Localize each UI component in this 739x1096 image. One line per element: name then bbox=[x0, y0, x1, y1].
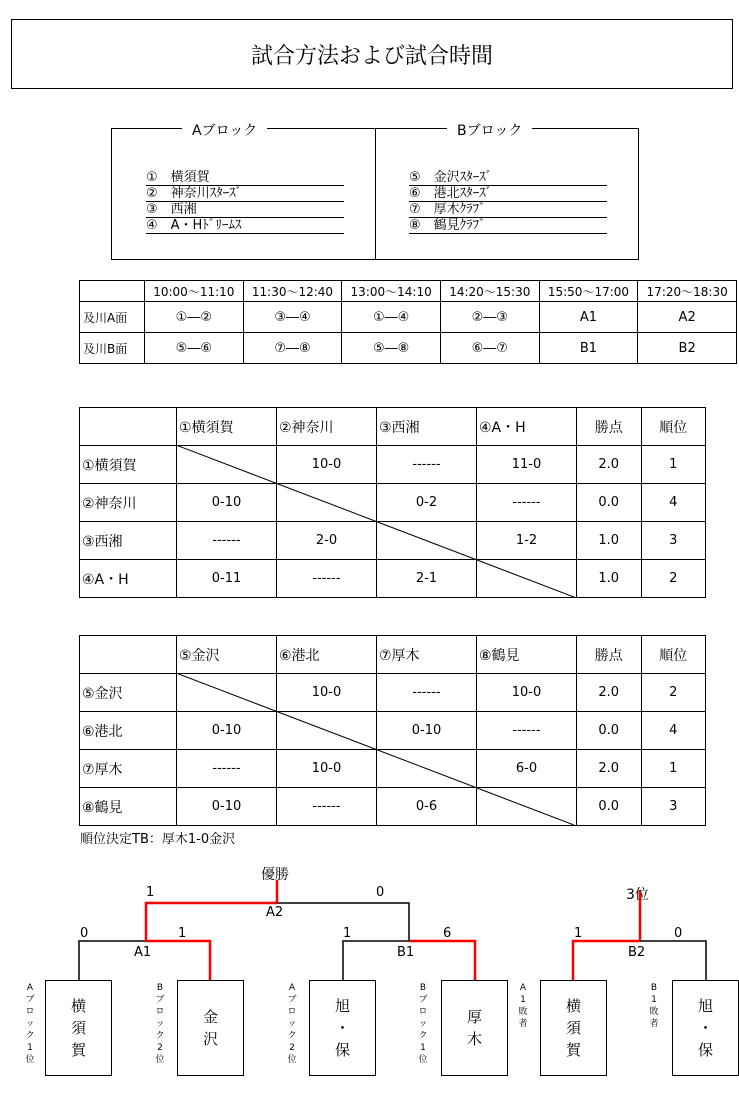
seed-label: A ブ ロ ッ ク 1 位 bbox=[25, 983, 35, 1065]
block-a-team: ④ A・Hﾄﾞﾘｰﾑｽ bbox=[146, 218, 344, 234]
game-label-a2: A2 bbox=[266, 905, 284, 920]
rank-cell: 2 bbox=[641, 674, 706, 712]
team-name: ⑦厚木 bbox=[80, 750, 177, 788]
score-cell: ------ bbox=[177, 522, 277, 560]
bracket-team-box: 横 須 賀 bbox=[540, 980, 607, 1076]
score-a2-left: 1 bbox=[146, 885, 155, 900]
results-header: 順位 bbox=[641, 408, 706, 446]
schedule-row bbox=[80, 333, 737, 364]
score-cell: 0-10 bbox=[377, 712, 477, 750]
score-cell: 0-10 bbox=[177, 712, 277, 750]
tournament-bracket bbox=[0, 860, 739, 985]
points-cell: 1.0 bbox=[577, 560, 642, 598]
game-cell: B1 bbox=[539, 333, 638, 364]
seed-label: A ブ ロ ッ ク 2 位 bbox=[287, 983, 297, 1065]
game-cell: ⑦―⑧ bbox=[243, 333, 342, 364]
seed-label: B ブ ロ ッ ク 1 位 bbox=[418, 983, 428, 1065]
results-corner-cell bbox=[80, 636, 177, 674]
score-cell: 0-6 bbox=[377, 788, 477, 826]
score-b2-right: 0 bbox=[674, 926, 683, 941]
results-header-row bbox=[80, 636, 706, 674]
points-cell: 0.0 bbox=[577, 712, 642, 750]
game-label-b2: B2 bbox=[628, 945, 646, 960]
score-cell: ------ bbox=[477, 712, 577, 750]
team-name: ①横須賀 bbox=[80, 446, 177, 484]
block-b-diagonal bbox=[176, 673, 574, 826]
score-cell: ------ bbox=[277, 788, 377, 826]
score-cell: 1-2 bbox=[477, 522, 577, 560]
game-cell: A1 bbox=[539, 302, 638, 333]
bracket-line-b2-right bbox=[640, 941, 706, 980]
block-a-team: ③ 西湘 bbox=[146, 202, 344, 218]
rank-cell: 2 bbox=[641, 560, 706, 598]
block-b-team: ⑥ 港北ｽﾀｰｽﾞ bbox=[409, 186, 607, 202]
block-a-diagonal bbox=[176, 445, 574, 598]
game-cell: ③―④ bbox=[243, 302, 342, 333]
game-cell: ⑥―⑦ bbox=[440, 333, 539, 364]
score-a1-left: 0 bbox=[80, 926, 89, 941]
results-header: 勝点 bbox=[577, 408, 642, 446]
results-header: ①横須賀 bbox=[177, 408, 277, 446]
team-name: ⑥港北 bbox=[80, 712, 177, 750]
score-cell: ------ bbox=[377, 446, 477, 484]
bracket-line-b1-right bbox=[409, 941, 475, 980]
team-name: ⑧鶴見 bbox=[80, 788, 177, 826]
rank-cell: 1 bbox=[641, 446, 706, 484]
results-header-row bbox=[80, 408, 706, 446]
results-header: ②神奈川 bbox=[277, 408, 377, 446]
results-header: 順位 bbox=[641, 636, 706, 674]
score-cell: 10-0 bbox=[277, 674, 377, 712]
block-b-team-list bbox=[409, 170, 607, 234]
bracket-line-a1-right bbox=[146, 941, 210, 980]
block-b-team: ⑤ 金沢ｽﾀｰｽﾞ bbox=[409, 170, 607, 186]
score-cell: ------ bbox=[377, 674, 477, 712]
time-slot: 14:20～15:30 bbox=[440, 281, 539, 302]
results-header: ④A・H bbox=[477, 408, 577, 446]
block-b-heading: Bブロック bbox=[447, 120, 532, 140]
seed-label: B 1 敗 者 bbox=[649, 983, 659, 1029]
results-header: 勝点 bbox=[577, 636, 642, 674]
schedule-header-row bbox=[80, 281, 737, 302]
results-header: ⑧鶴見 bbox=[477, 636, 577, 674]
rank-cell: 3 bbox=[641, 522, 706, 560]
results-header: ③西湘 bbox=[377, 408, 477, 446]
score-b2-left: 1 bbox=[574, 926, 583, 941]
bracket-line-a2-left bbox=[146, 903, 277, 941]
time-slot: 15:50～17:00 bbox=[539, 281, 638, 302]
points-cell: 2.0 bbox=[577, 750, 642, 788]
time-slot: 11:30～12:40 bbox=[243, 281, 342, 302]
game-cell: ①―② bbox=[145, 302, 244, 333]
rank-cell: 3 bbox=[641, 788, 706, 826]
schedule-corner-cell bbox=[80, 281, 145, 302]
seed-label: A 1 敗 者 bbox=[518, 983, 528, 1029]
points-cell: 2.0 bbox=[577, 674, 642, 712]
block-a-heading: Aブロック bbox=[182, 120, 267, 140]
score-cell: 0-10 bbox=[177, 484, 277, 522]
score-cell: 0-10 bbox=[177, 788, 277, 826]
results-header: ⑥港北 bbox=[277, 636, 377, 674]
score-a2-right: 0 bbox=[376, 885, 385, 900]
page-title: 試合方法および試合時間 bbox=[11, 19, 733, 89]
score-b1-right: 6 bbox=[443, 926, 452, 941]
score-cell: 2-1 bbox=[377, 560, 477, 598]
points-cell: 0.0 bbox=[577, 484, 642, 522]
points-cell: 0.0 bbox=[577, 788, 642, 826]
points-cell: 2.0 bbox=[577, 446, 642, 484]
team-name: ⑤金沢 bbox=[80, 674, 177, 712]
block-b-team: ⑧ 鶴見ｸﾗﾌﾞ bbox=[409, 218, 607, 234]
score-b1-left: 1 bbox=[343, 926, 352, 941]
results-corner-cell bbox=[80, 408, 177, 446]
game-cell: ⑤―⑥ bbox=[145, 333, 244, 364]
time-slot: 17:20～18:30 bbox=[638, 281, 737, 302]
bracket-team-box: 旭 ・ 保 bbox=[672, 980, 739, 1076]
bracket-team-box: 旭 ・ 保 bbox=[309, 980, 376, 1076]
bracket-team-box: 横 須 賀 bbox=[45, 980, 112, 1076]
block-divider bbox=[375, 128, 376, 259]
bracket-team-box: 金 沢 bbox=[177, 980, 244, 1076]
third-place-label: 3位 bbox=[626, 887, 649, 903]
score-cell: ------ bbox=[477, 484, 577, 522]
team-name: ②神奈川 bbox=[80, 484, 177, 522]
field-name: 及川B面 bbox=[80, 333, 145, 364]
team-name: ③西湘 bbox=[80, 522, 177, 560]
seed-label: B ブ ロ ッ ク 2 位 bbox=[155, 983, 165, 1065]
tiebreak-note: 順位決定TB：厚木1-0金沢 bbox=[80, 832, 236, 847]
game-cell: A2 bbox=[638, 302, 737, 333]
block-a-team: ② 神奈川ｽﾀｰｽﾞ bbox=[146, 186, 344, 202]
game-label-b1: B1 bbox=[397, 945, 415, 960]
score-cell: 10-0 bbox=[277, 750, 377, 788]
game-label-a1: A1 bbox=[134, 945, 152, 960]
game-cell: ⑤―⑧ bbox=[342, 333, 441, 364]
rank-cell: 1 bbox=[641, 750, 706, 788]
score-cell: 10-0 bbox=[277, 446, 377, 484]
score-cell: 6-0 bbox=[477, 750, 577, 788]
schedule-row bbox=[80, 302, 737, 333]
block-a-team-list bbox=[146, 170, 344, 234]
bracket-team-box: 厚 木 bbox=[441, 980, 508, 1076]
score-cell: 0-11 bbox=[177, 560, 277, 598]
rank-cell: 4 bbox=[641, 484, 706, 522]
points-cell: 1.0 bbox=[577, 522, 642, 560]
results-header: ⑤金沢 bbox=[177, 636, 277, 674]
score-cell: ------ bbox=[177, 750, 277, 788]
game-cell: B2 bbox=[638, 333, 737, 364]
time-slot: 13:00～14:10 bbox=[342, 281, 441, 302]
game-cell: ②―③ bbox=[440, 302, 539, 333]
team-name: ④A・H bbox=[80, 560, 177, 598]
score-a1-right: 1 bbox=[178, 926, 187, 941]
block-b-team: ⑦ 厚木ｸﾗﾌﾞ bbox=[409, 202, 607, 218]
schedule-table bbox=[79, 280, 737, 364]
score-cell: 2-0 bbox=[277, 522, 377, 560]
score-cell: ------ bbox=[277, 560, 377, 598]
time-slot: 10:00～11:10 bbox=[145, 281, 244, 302]
field-name: 及川A面 bbox=[80, 302, 145, 333]
score-cell: 11-0 bbox=[477, 446, 577, 484]
rank-cell: 4 bbox=[641, 712, 706, 750]
champion-label: 優勝 bbox=[261, 867, 289, 883]
block-a-team: ① 横須賀 bbox=[146, 170, 344, 186]
results-header: ⑦厚木 bbox=[377, 636, 477, 674]
score-cell: 10-0 bbox=[477, 674, 577, 712]
score-cell: 0-2 bbox=[377, 484, 477, 522]
game-cell: ①―④ bbox=[342, 302, 441, 333]
